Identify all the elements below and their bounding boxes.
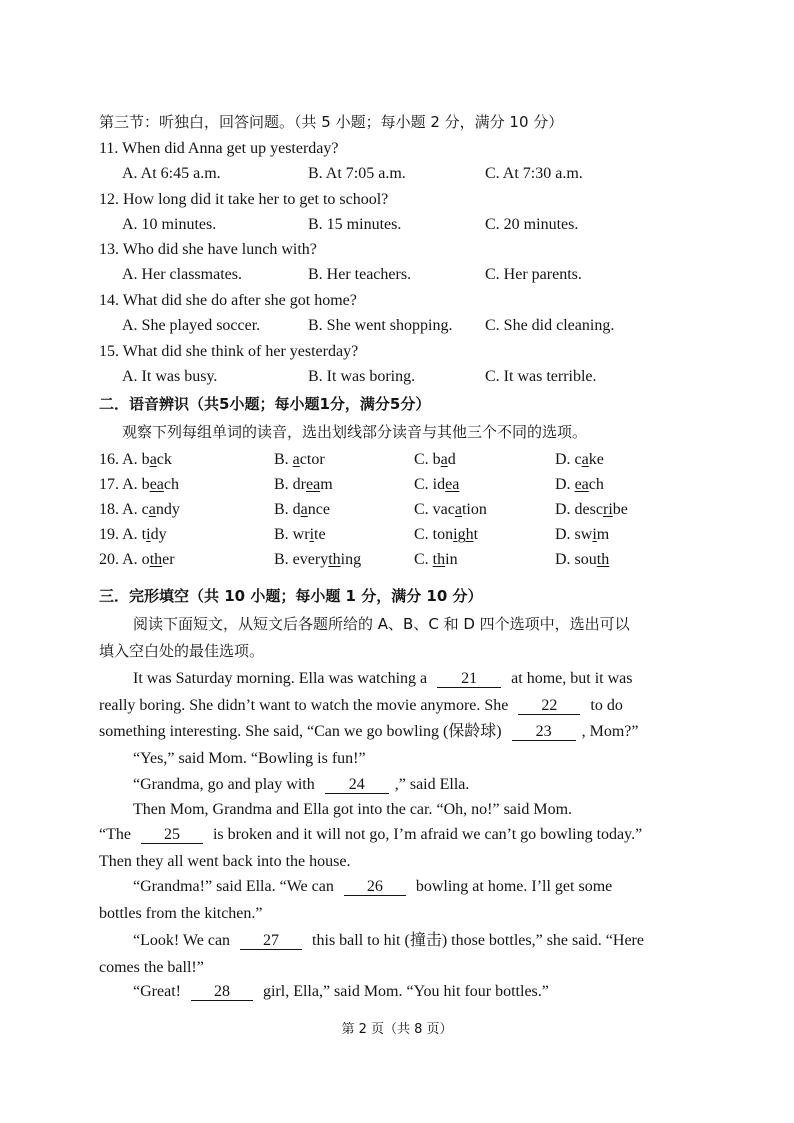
option-d [555, 525, 609, 545]
underlined-letters: i [592, 526, 597, 543]
passage-text: “Grandma!” said Ella. “We can [133, 878, 334, 895]
option-text: te [314, 526, 326, 543]
option-text: ch [588, 476, 604, 493]
option-text: er [162, 551, 175, 568]
option-a: A. 10 minutes. [122, 216, 217, 233]
option-b: B. At 7:05 a.m. [308, 165, 406, 182]
option-c [414, 450, 456, 470]
passage-text: girl, Ella,” said Mom. “You hit four bottles.” [262, 983, 549, 1000]
option-d [555, 550, 609, 570]
question-number: 19. [99, 526, 119, 543]
option-b: B. She went shopping. [308, 317, 453, 334]
part-header: 三．完形填空（共 10 小题；每小题 1 分，满分 10 分） [99, 587, 483, 605]
passage-text: bowling at home. I’ll get some [415, 878, 613, 895]
option-text: B. every [274, 551, 329, 568]
underlined-letters: igh [453, 526, 474, 543]
option-text: B. wr [274, 526, 310, 543]
option-text: C. id [414, 476, 446, 493]
option-text: be [612, 501, 628, 518]
passage-line [99, 825, 642, 845]
option-text: m [596, 526, 610, 543]
option-text: B. dr [274, 476, 306, 493]
underlined-letters: i [309, 526, 315, 543]
part-instruction: 阅读下面短文，从短文后各题所给的 A、B、C 和 D 四个选项中，选出可以 [133, 615, 630, 633]
part-instruction: 填入空白处的最佳选项。 [99, 642, 265, 660]
option-c: C. Her parents. [485, 266, 582, 283]
option-a: A. She played soccer. [122, 317, 261, 334]
option-d [555, 500, 628, 520]
option-text: ke [588, 451, 604, 468]
blank-23: 23 [512, 724, 576, 741]
blank-24: 24 [325, 777, 389, 794]
question-number: 17. [99, 476, 119, 493]
passage-text: at home, but it was [511, 670, 633, 687]
underlined-letters: th [432, 551, 446, 568]
underlined-letters: a [440, 451, 448, 468]
passage-text: something interesting. She said, “Can we go bowling (保龄球) [99, 723, 502, 740]
blank-27: 27 [240, 933, 302, 950]
option-text: D. [555, 476, 575, 493]
underlined-letters: a [454, 501, 462, 518]
passage-line [133, 775, 469, 795]
question-number: 20. [99, 551, 119, 568]
passage-line [99, 696, 623, 716]
phonics-row-19 [99, 525, 167, 545]
option-b [274, 525, 326, 545]
question-number: 18. [99, 501, 119, 518]
option-b [274, 450, 325, 470]
passage-line: “Yes,” said Mom. “Bowling is fun!” [133, 750, 366, 767]
passage-text: “Great! [133, 983, 181, 1000]
blank-22: 22 [518, 698, 580, 715]
option-a: A. Her classmates. [122, 266, 242, 283]
blank-26: 26 [344, 879, 406, 896]
option-text: in [445, 551, 458, 568]
option-c: C. At 7:30 a.m. [485, 165, 583, 182]
option-c [414, 475, 459, 495]
underlined-letters: a [149, 451, 157, 468]
underlined-letters: th [149, 551, 163, 568]
option-text: tion [461, 501, 487, 518]
passage-line [99, 722, 639, 742]
option-a: A. It was busy. [122, 368, 218, 385]
option-c [414, 550, 458, 570]
passage-line [133, 982, 549, 1002]
underlined-letters: a [300, 501, 308, 518]
passage-text: really boring. She didn’t want to watch the movie anymore. She [99, 697, 509, 714]
part-instruction: 观察下列每组单词的读音，选出划线部分读音与其他三个不同的选项。 [122, 423, 588, 441]
underlined-letters: ea [306, 476, 321, 493]
underlined-letters: i [146, 526, 151, 543]
question-11: 11. When did Anna get up yesterday? [99, 140, 339, 157]
option-text: A. c [122, 501, 149, 518]
passage-text: ,” said Ella. [394, 776, 470, 793]
option-text: B. d [274, 501, 301, 518]
option-b: B. 15 minutes. [308, 216, 402, 233]
option-text: D. sw [555, 526, 593, 543]
option-text: A. b [122, 451, 150, 468]
underlined-letters: ea [445, 476, 460, 493]
option-text: C. vac [414, 501, 455, 518]
passage-text: , Mom?” [581, 723, 639, 740]
option-text: ch [163, 476, 179, 493]
passage-text: It was Saturday morning. Ella was watching a [133, 670, 428, 687]
underlined-letters: a [581, 451, 589, 468]
underlined-letters: a [292, 451, 300, 468]
passage-line: bottles from the kitchen.” [99, 905, 263, 922]
passage-text: to do [590, 697, 623, 714]
passage-line: comes the ball!” [99, 959, 204, 976]
passage-line [133, 877, 612, 897]
passage-text: is broken and it will not go, I’m afraid we can’t go bowling today.” [212, 826, 643, 843]
option-text: ck [156, 451, 172, 468]
blank-21: 21 [437, 671, 501, 688]
question-12: 12. How long did it take her to get to school? [99, 191, 389, 208]
option-text: nce [307, 501, 330, 518]
phonics-row-16 [99, 450, 172, 470]
passage-text: “Grandma, go and play with [133, 776, 315, 793]
option-b [274, 500, 330, 520]
option-c: C. It was terrible. [485, 368, 597, 385]
option-text: t [473, 526, 479, 543]
option-text: C. b [414, 451, 441, 468]
underlined-letters: ri [602, 501, 613, 518]
option-text: D. c [555, 451, 582, 468]
underlined-letters: th [596, 551, 610, 568]
option-c [414, 525, 478, 545]
option-text: C. [414, 551, 433, 568]
question-14: 14. What did she do after she got home? [99, 292, 357, 309]
question-number: 16. [99, 451, 119, 468]
question-15: 15. What did she think of her yesterday? [99, 343, 359, 360]
underlined-letters: ea [149, 476, 164, 493]
option-text: A. b [122, 476, 150, 493]
part-header: 二．语音辨识（共5小题；每小题1分，满分5分） [99, 395, 431, 413]
option-text: A. t [122, 526, 147, 543]
blank-25: 25 [141, 827, 203, 844]
option-text: d [447, 451, 456, 468]
option-text: C. ton [414, 526, 454, 543]
option-text: ndy [155, 501, 180, 518]
passage-text: this ball to hit (撞击) those bottles,” she said. “Here [312, 932, 644, 949]
option-c: C. She did cleaning. [485, 317, 615, 334]
passage-text: “Look! We can [133, 932, 231, 949]
option-text: m [320, 476, 333, 493]
passage-line [133, 931, 644, 951]
option-text: dy [150, 526, 167, 543]
option-b [274, 475, 333, 495]
option-d [555, 450, 604, 470]
option-c [414, 500, 487, 520]
option-a: A. At 6:45 a.m. [122, 165, 221, 182]
option-text: ing [340, 551, 362, 568]
page-number: 第 2 页（共 8 页） [341, 1022, 453, 1037]
option-b: B. Her teachers. [308, 266, 412, 283]
phonics-row-20 [99, 550, 175, 570]
option-text: D. desc [555, 501, 603, 518]
option-b: B. It was boring. [308, 368, 416, 385]
section-header: 第三节：听独白，回答问题。（共 5 小题；每小题 2 分，满分 10 分） [99, 113, 564, 131]
underlined-letters: ea [574, 476, 589, 493]
option-text: ctor [299, 451, 325, 468]
option-text: D. sou [555, 551, 597, 568]
phonics-row-18 [99, 500, 180, 520]
option-text: B. [274, 451, 293, 468]
phonics-row-17 [99, 475, 179, 495]
passage-line [133, 669, 632, 689]
underlined-letters: th [328, 551, 341, 568]
option-d [555, 475, 604, 495]
underlined-letters: a [148, 501, 156, 518]
blank-28: 28 [191, 984, 253, 1001]
passage-text: “The [99, 826, 131, 843]
option-c: C. 20 minutes. [485, 216, 579, 233]
option-text: A. o [122, 551, 150, 568]
option-b [274, 550, 361, 570]
passage-line: Then they all went back into the house. [99, 853, 351, 870]
question-13: 13. Who did she have lunch with? [99, 241, 317, 258]
passage-line: Then Mom, Grandma and Ella got into the car. “Oh, no!” said Mom. [133, 801, 573, 818]
